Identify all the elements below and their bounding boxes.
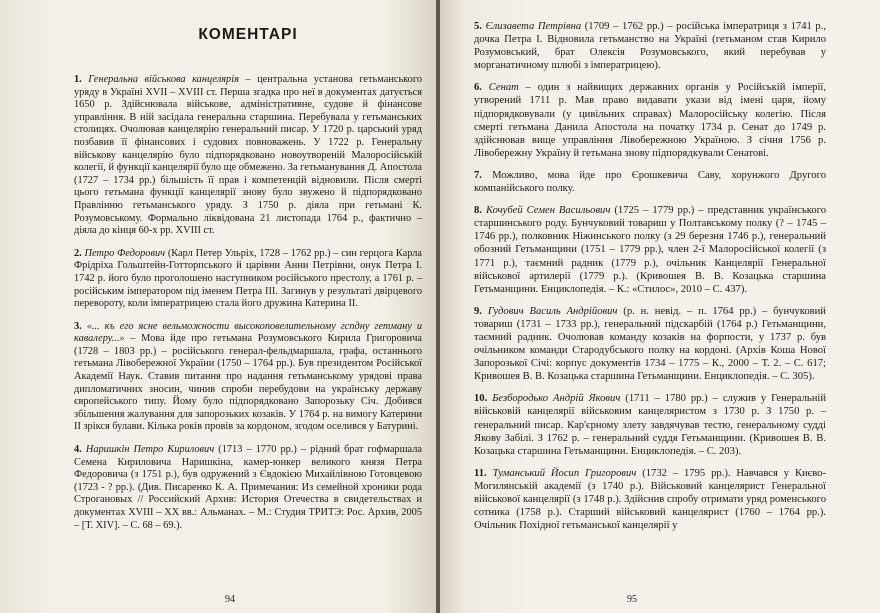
note-term: «... къ его ясне вельможности высокоповелительному гспдну гетману и кавалеру...» — [74, 320, 422, 345]
note-text: (1711 – 1780 рр.) – служив у Генеральній військовій канцелярії військовим канцеляристом з 1730 р. З 1750 р. – генеральний писар. Кар'єрному злету завдячував тестю, генеральному судді Якову Забілі. З 1762 р. – генеральний суддя Гетьманщини. (Кривошея В. В. Козацька старшина Гетьманщини. Енциклопедія. – С. 203). — [474, 393, 826, 457]
note-term: Кочубей Семен Васильович — [485, 205, 611, 217]
note-number: 2. — [74, 247, 82, 259]
note-text: Можливо, мова йде про Єрошкевича Саву, хорунжого Другого компанійського полку. — [474, 169, 826, 195]
note-5 — [474, 20, 826, 72]
note-number: 8. — [474, 205, 482, 217]
note-3 — [74, 321, 422, 434]
note-11 — [474, 467, 826, 532]
note-term: Єлизавета Петрівна — [485, 21, 582, 32]
note-2 — [74, 248, 422, 311]
note-term: Сенат — [488, 82, 519, 94]
note-number: 4. — [74, 444, 82, 456]
note-text: – центральна установа гетьманського уряду в Україні XVII – XVIII ст. Перша згадка про неї в документах датується 1650 р. Здійснювала військове, адміністративне, судове й фінансове управління. В ній засідала генеральна старшина. Перебувала у гетьманських столицях. Очолював канцелярію генеральний писар. У 1720 р. царський уряд позбавив її фінансових і судових повноважень. У 1722 р. Генеральну військову канцелярію було підпорядковано новоутвореній Малоросійській колегії, й функції канцелярії було ще обмежено. За гетьманування Д. Апостола (1727 – 1734 рр.) більшість її прав і компетенцій відновили. Після смерті цього гетьмана функції канцелярії знову було звужено й підпорядковано Правлінню гетьманського уряду. З 1750 р. діяла при гетьмані К. Розумовському. Формально ліквідована 21 листопада 1764 р., фактично – діяла до кінця 60-х рр. XVIII ст. — [74, 74, 423, 237]
note-number: 11. — [474, 467, 487, 479]
note-10 — [474, 392, 826, 457]
note-6 — [474, 81, 826, 160]
note-number: 9. — [474, 305, 482, 317]
note-text: – один з найвищих державних органів у Російській імперії, утворений 1711 р. Мав право видавати укази від імені царя, йому підпорядковували (у цивільних справах) Малоросійську колегію. Після смерті гетьмана Данила Апостола на початку 1734 р. Сенат до 1749 р. здійснював вище управління Лівобережною Україною. З січня 1756 р. Лівобережну Україну й гетьмана знову підпорядкували Сенатові. — [474, 82, 826, 159]
note-number: 5. — [474, 21, 482, 32]
note-number: 10. — [474, 393, 488, 405]
note-9 — [474, 305, 826, 384]
note-number: 1. — [74, 74, 82, 85]
note-7 — [474, 169, 826, 195]
note-8 — [474, 204, 826, 296]
note-term: Безбородько Андрій Якович — [492, 393, 621, 405]
page-title: КОМЕНТАРІ — [198, 26, 298, 43]
note-1 — [74, 74, 422, 238]
note-text: – Мова йде про гетьмана Розумовського Кирила Григоровича (1728 – 1803 рр.) – російського генерал-фельдмаршала, графа, останнього гетьмана Лівобережної України (1750 – 1764 рр.). Був президентом Російської Академії Наук. Ставив питання про надання гетьманському урядові права дипломатичних зносин, чинив спроби перебудови на українську державу європейського типу. Йому було підпорядковано Запорозьку Січ. Добився збільшення жалування для запорозьких козаків. У 1764 р. на вимогу Катерини II зрікся булави. Кілька років провів за кордоном, згодом оселився у Батурині. — [74, 333, 422, 433]
note-term: Наришкін Петро Кирилович — [85, 444, 215, 456]
note-term: Петро Федорович — [84, 247, 166, 259]
note-text: (1709 – 1762 рр.) – російська імператриця з 1741 р., дочка Петра I. Відновила гетьманство на Україні (гетьманом став Кирило Розумовський, брат Олексія Розумовського, який перебував у морганатичному шлюбі з імператрицею). — [474, 21, 827, 72]
note-number: 3. — [74, 320, 82, 332]
note-term: Гудович Василь Андрійович — [487, 305, 618, 317]
right-page — [440, 0, 880, 613]
note-number: 7. — [474, 169, 482, 181]
note-text: (Карл Петер Ульріх, 1728 – 1762 рр.) – син герцога Карла Фрідріха Гольштейн-Готторпського й царівни Анни Петрівни, онук Петра I. 1742 р. його було проголошено наступником російського престолу, а 1761 р. – російським імператором під іменем Петра III. Загинув у результаті двірцевого перевороту, коли імператрицею стала його дружина Катерина II. — [74, 247, 423, 310]
page-number: 94 — [225, 594, 235, 605]
note-term: Генеральна військова канцелярія — [88, 74, 239, 85]
note-term: Туманський Йосип Григорович — [492, 467, 637, 479]
note-4 — [74, 444, 422, 532]
page-number: 95 — [627, 594, 637, 605]
note-text: (1713 – 1770 рр.) – рідний брат гофмаршала Семена Кириловича Наришкіна, камер-юнкер великого князя Петра Федоровича (з 1751 р.), був одружений з Євдокією Михайлівною Готовцевою (1723 - ? рр.). (Див. Писаренко К. А. Примечания: Из семейной хроники рода Строгановых // Российский Архив: История Отечества в свидетельствах и документах XVIII – XX вв.: Альманах. – М.: Студия ТРИТЭ: Рос. Архив, 2005 – [Т. XIV]. – С. 68 – 69.). — [74, 444, 422, 531]
note-text: (1725 – 1779 рр.) – представник українського старшинського роду. Бунчуковий товариш у Полтавському полку (? – 1745 – 1746 рр.), полковник Ніжинського полку (з 29 березня 1746 р.), генеральний обозний Гетьманщини (1751 – 1779 рр.), член 2-ї Малоросійської колегії (з 1771 р.), таємний радник (1779 р.), очільник Канцелярії Генеральної військової артилерії (1779 р.). (Кривошея В. В. Козацька старшина Гетьманщини. Енциклопедія. – К.: «Стилос», 2010 – С. 437). — [474, 205, 826, 295]
note-text: (р. н. невід. – п. 1764 рр.) – бунчуковий товариш (1731 – 1733 рр.), генеральний підскарбій (1764 р.) Гетьманщини, таємний радник. Очолював команду козаків на форпости, у 1737 р. був очільником команди Стародубського полку на кордоні. (Архів Коша Нової Запорозької Січі: корпус документів 1734 – 1775 – К., 2000 – Т. 2. – С. 617; Кривошея В. В. Козацька старшина Гетьманщини. Енциклопедія. – С. 305). — [474, 305, 826, 383]
note-text: (1732 – 1795 рр.). Навчався у Києво-Могилянській академії (з 1740 р.). Військовий канцелярист Генеральної військової канцелярії (з 1748 р.). Здійснив спробу отримати уряд роменського сотника (1758 р.). Старший військовий канцелярист (1760 – 1764 рр.). Очільник Похідної гетьманської канцелярії у — [474, 467, 826, 532]
left-page — [0, 0, 436, 613]
note-number: 6. — [474, 82, 482, 94]
